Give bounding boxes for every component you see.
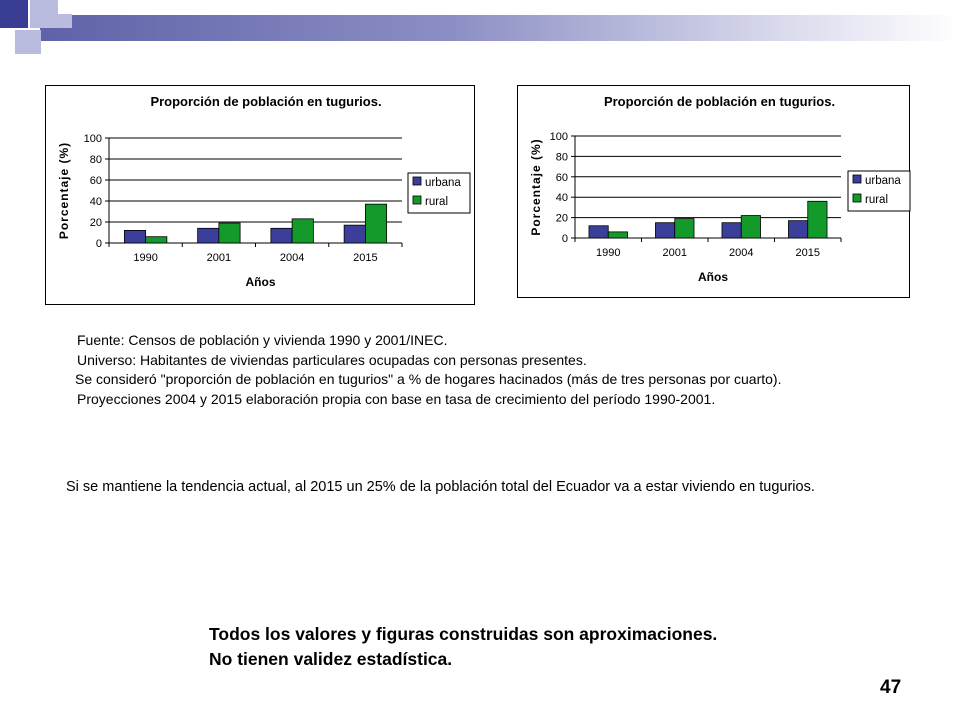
y-tick-label: 80 [89,154,102,166]
bar-rural [808,201,827,238]
bar-urbana [198,228,219,243]
chart-right [518,86,911,299]
note-line: Se consideró "proporción de población en tugurios" a % de hogares hacinados (más de tres personas por cuarto). [75,371,782,387]
x-tick-label: 1990 [133,252,158,264]
trend-statement: Si se mantiene la tendencia actual, al 2015 un 25% de la población total del Ecuador va a estar viviendo en tugurios. [66,479,815,495]
note-line: Universo: Habitantes de viviendas particulares ocupadas con personas presentes. [77,351,587,368]
bar-urbana [788,221,807,238]
x-axis-label: Años [245,275,276,289]
y-tick-label: 100 [549,131,568,143]
y-tick-label: 0 [95,238,102,250]
legend-swatch-urbana [413,177,421,185]
x-tick-label: 2001 [662,247,687,259]
chart-title: Proporción de población en tugurios. [150,94,382,109]
x-tick-label: 2004 [279,252,305,264]
y-tick-label: 20 [555,212,568,225]
legend-label-rural: rural [425,196,449,208]
y-tick-label: 80 [555,151,568,164]
legend-label-urbana: urbana [425,177,461,189]
y-tick-label: 40 [89,196,102,208]
disclaimer-line: No tienen validez estadística. [209,649,453,669]
legend-label-rural: rural [865,194,889,206]
y-tick-label: 40 [555,192,568,205]
chart-panel-right [517,85,910,298]
disclaimer-line: Todos los valores y figuras construidas son aproximaciones. [209,624,718,644]
bar-rural [292,219,313,243]
y-tick-label: 0 [561,233,568,245]
decoration-square [15,30,41,54]
y-tick-label: 20 [89,217,102,229]
y-tick-label: 60 [89,175,102,187]
x-tick-label: 2015 [795,247,820,259]
bar-urbana [655,223,674,238]
bar-rural [675,219,694,238]
x-axis-label: Años [698,270,728,284]
bar-rural [219,223,240,243]
chart-panel-left [45,85,475,305]
x-tick-label: 2004 [729,247,754,259]
chart-left [46,86,476,306]
x-tick-label: 1990 [596,247,621,259]
bar-rural [146,237,167,243]
bar-rural [608,232,627,238]
page-number: 47 [880,677,902,698]
bar-rural [365,204,386,243]
note-line: Fuente: Censos de población y vivienda 1990 y 2001/INEC. [77,332,448,348]
decoration-square [58,14,72,28]
decoration-square [30,0,58,28]
bar-urbana [271,228,292,243]
chart-title: Proporción de población en tugurios. [603,94,836,109]
source-notes [77,331,781,409]
y-tick-label: 100 [83,133,102,145]
bar-urbana [589,226,608,238]
x-tick-label: 2015 [353,252,378,264]
header-decoration-bar [40,15,960,41]
note-line: Proyecciones 2004 y 2015 elaboración propia con base en tasa de crecimiento del período 1990-2001. [77,390,716,407]
y-axis-label: Porcentaje (%) [57,141,71,240]
decoration-square [0,0,28,28]
legend-swatch-urbana [853,175,861,183]
disclaimer [209,622,717,672]
y-tick-label: 60 [555,171,568,184]
legend-swatch-rural [413,196,421,204]
bar-urbana [344,225,365,243]
legend-label-urbana: urbana [865,175,901,187]
bar-urbana [124,230,145,243]
bar-urbana [722,223,741,238]
legend-swatch-rural [853,194,861,202]
y-axis-label: Porcentaje (%) [529,138,543,236]
x-tick-label: 2001 [206,252,232,264]
bar-rural [741,216,760,238]
